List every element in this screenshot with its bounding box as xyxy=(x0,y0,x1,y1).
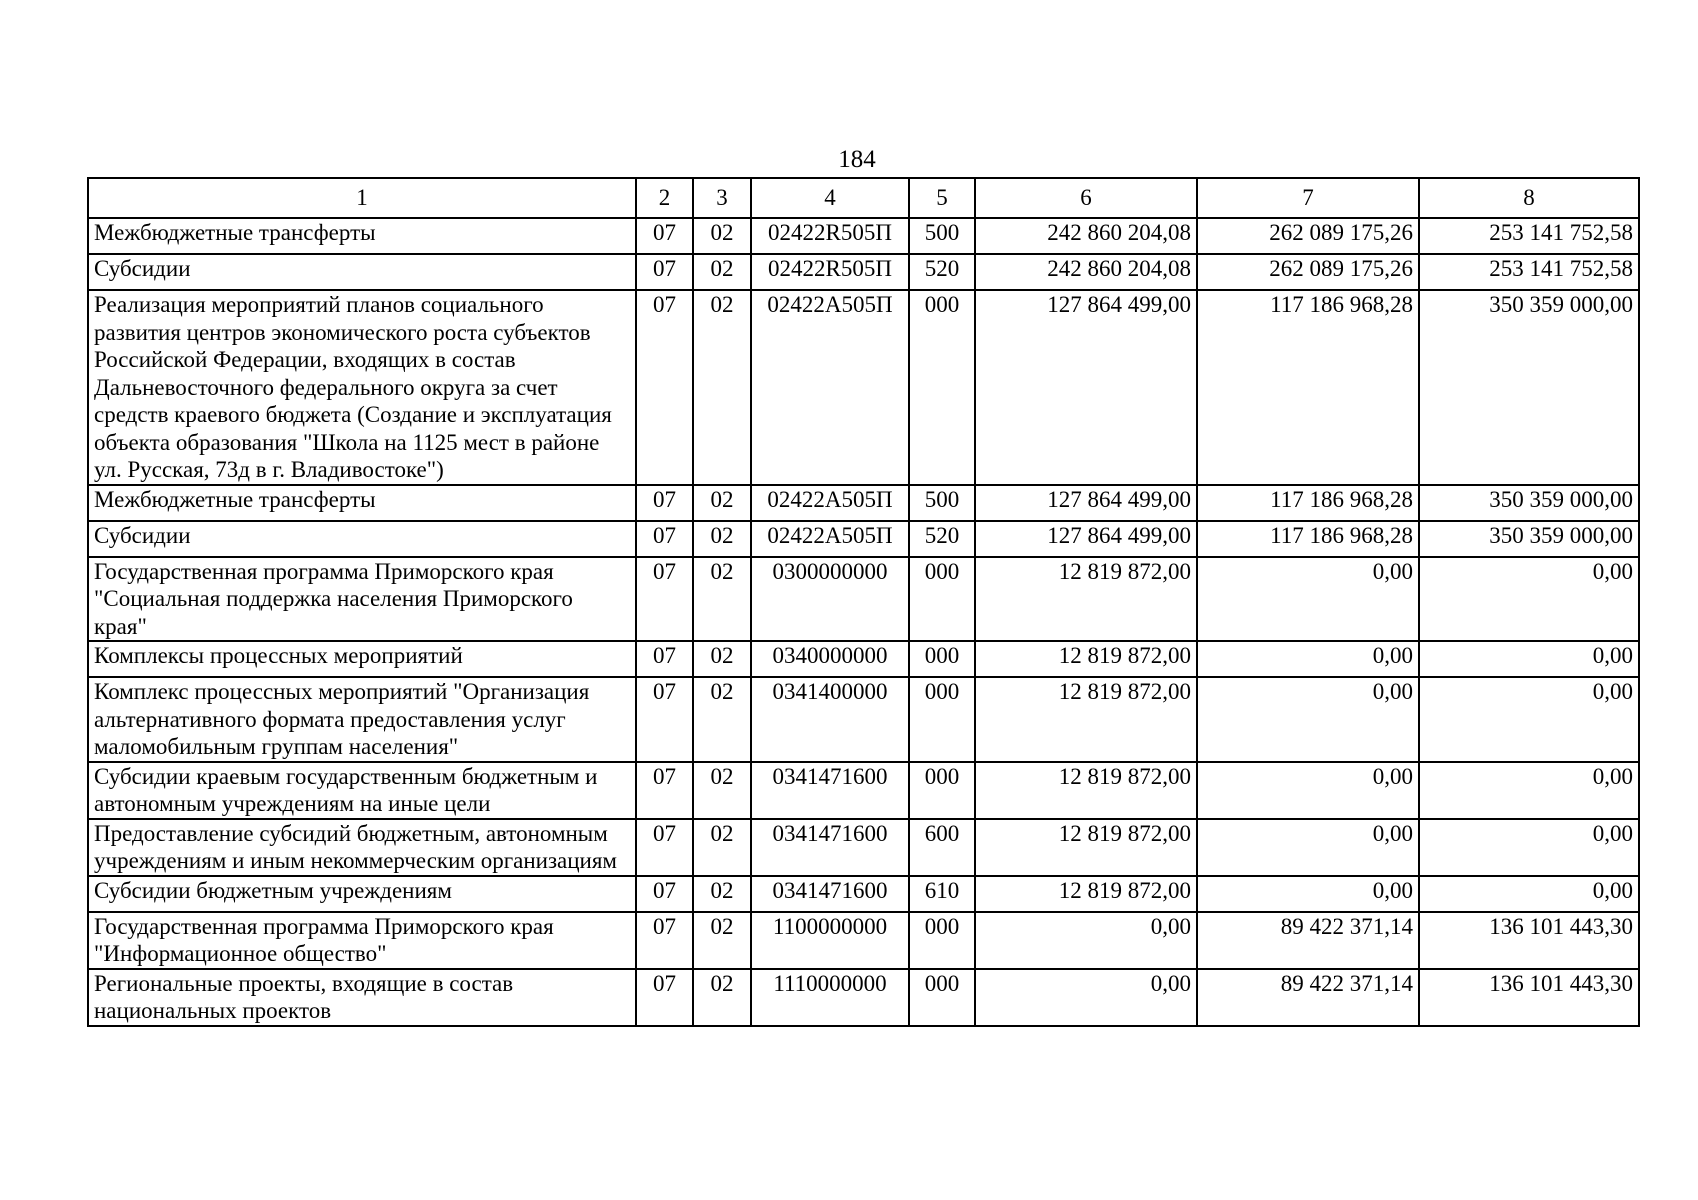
table-row xyxy=(88,762,1639,819)
target-article-cell: 02422R505П xyxy=(751,218,909,254)
table-row xyxy=(88,218,1639,254)
subsection-code-cell: 02 xyxy=(693,641,751,677)
amount-cell: 0,00 xyxy=(1197,819,1419,876)
amount-cell: 89 422 371,14 xyxy=(1197,969,1419,1026)
expense-type-cell: 000 xyxy=(909,912,975,969)
row-name-cell: Субсидии краевым государственным бюджетным и автономным учреждениям на иные цели xyxy=(88,762,636,819)
amount-cell: 242 860 204,08 xyxy=(975,218,1197,254)
amount-cell: 117 186 968,28 xyxy=(1197,485,1419,521)
section-code-cell: 07 xyxy=(636,641,693,677)
expense-type-cell: 500 xyxy=(909,485,975,521)
amount-cell: 242 860 204,08 xyxy=(975,254,1197,290)
target-article-cell: 02422А505П xyxy=(751,521,909,557)
amount-cell: 0,00 xyxy=(1419,876,1639,912)
expense-type-cell: 610 xyxy=(909,876,975,912)
expense-type-cell: 000 xyxy=(909,677,975,762)
column-header: 3 xyxy=(693,178,751,218)
amount-cell: 136 101 443,30 xyxy=(1419,969,1639,1026)
expense-type-cell: 000 xyxy=(909,290,975,485)
amount-cell: 117 186 968,28 xyxy=(1197,521,1419,557)
row-name-cell: Реализация мероприятий планов социального развития центров экономического роста субъектов Российской Федерации, входящих в состав Дальневосточного федерального округа за счет средств краевого бюджета (Создание и эксплуатация объекта образования "Школа на 1125 мест в районе ул. Русская, 73д в г. Владивостоке") xyxy=(88,290,636,485)
table-row xyxy=(88,557,1639,642)
row-name-cell: Межбюджетные трансферты xyxy=(88,485,636,521)
target-article-cell: 0341471600 xyxy=(751,876,909,912)
amount-cell: 0,00 xyxy=(1197,557,1419,642)
target-article-cell: 1100000000 xyxy=(751,912,909,969)
expense-type-cell: 000 xyxy=(909,762,975,819)
expense-type-cell: 520 xyxy=(909,521,975,557)
section-code-cell: 07 xyxy=(636,485,693,521)
amount-cell: 0,00 xyxy=(975,912,1197,969)
expense-type-cell: 000 xyxy=(909,557,975,642)
expense-type-cell: 520 xyxy=(909,254,975,290)
table-row xyxy=(88,485,1639,521)
amount-cell: 253 141 752,58 xyxy=(1419,254,1639,290)
target-article-cell: 0341400000 xyxy=(751,677,909,762)
expense-type-cell: 600 xyxy=(909,819,975,876)
section-code-cell: 07 xyxy=(636,218,693,254)
row-name-cell: Субсидии xyxy=(88,521,636,557)
amount-cell: 12 819 872,00 xyxy=(975,557,1197,642)
subsection-code-cell: 02 xyxy=(693,485,751,521)
target-article-cell: 0300000000 xyxy=(751,557,909,642)
row-name-cell: Субсидии xyxy=(88,254,636,290)
amount-cell: 127 864 499,00 xyxy=(975,485,1197,521)
table-row xyxy=(88,677,1639,762)
amount-cell: 350 359 000,00 xyxy=(1419,290,1639,485)
target-article-cell: 02422А505П xyxy=(751,485,909,521)
column-header: 1 xyxy=(88,178,636,218)
expense-type-cell: 000 xyxy=(909,641,975,677)
amount-cell: 0,00 xyxy=(1197,677,1419,762)
amount-cell: 127 864 499,00 xyxy=(975,521,1197,557)
page-number: 184 xyxy=(838,146,876,173)
row-name-cell: Субсидии бюджетным учреждениям xyxy=(88,876,636,912)
row-name-cell: Государственная программа Приморского края "Социальная поддержка населения Приморского края" xyxy=(88,557,636,642)
row-name-cell: Комплексы процессных мероприятий xyxy=(88,641,636,677)
column-header: 5 xyxy=(909,178,975,218)
amount-cell: 0,00 xyxy=(975,969,1197,1026)
table-row xyxy=(88,819,1639,876)
row-name-cell: Региональные проекты, входящие в состав национальных проектов xyxy=(88,969,636,1026)
table-row xyxy=(88,969,1639,1026)
row-name-cell: Межбюджетные трансферты xyxy=(88,218,636,254)
amount-cell: 0,00 xyxy=(1197,762,1419,819)
subsection-code-cell: 02 xyxy=(693,876,751,912)
amount-cell: 0,00 xyxy=(1197,641,1419,677)
table-row xyxy=(88,290,1639,485)
column-header: 7 xyxy=(1197,178,1419,218)
amount-cell: 12 819 872,00 xyxy=(975,762,1197,819)
table-row xyxy=(88,521,1639,557)
subsection-code-cell: 02 xyxy=(693,677,751,762)
subsection-code-cell: 02 xyxy=(693,557,751,642)
amount-cell: 136 101 443,30 xyxy=(1419,912,1639,969)
table-row xyxy=(88,912,1639,969)
amount-cell: 89 422 371,14 xyxy=(1197,912,1419,969)
budget-table xyxy=(87,177,1640,1027)
amount-cell: 0,00 xyxy=(1197,876,1419,912)
subsection-code-cell: 02 xyxy=(693,290,751,485)
section-code-cell: 07 xyxy=(636,677,693,762)
amount-cell: 262 089 175,26 xyxy=(1197,254,1419,290)
amount-cell: 0,00 xyxy=(1419,677,1639,762)
amount-cell: 0,00 xyxy=(1419,762,1639,819)
amount-cell: 350 359 000,00 xyxy=(1419,485,1639,521)
row-name-cell: Комплекс процессных мероприятий "Организация альтернативного формата предоставления услуг маломобильным группам населения" xyxy=(88,677,636,762)
subsection-code-cell: 02 xyxy=(693,969,751,1026)
amount-cell: 12 819 872,00 xyxy=(975,819,1197,876)
section-code-cell: 07 xyxy=(636,762,693,819)
table-row xyxy=(88,876,1639,912)
subsection-code-cell: 02 xyxy=(693,254,751,290)
expense-type-cell: 500 xyxy=(909,218,975,254)
amount-cell: 127 864 499,00 xyxy=(975,290,1197,485)
header-row xyxy=(88,178,1639,218)
section-code-cell: 07 xyxy=(636,969,693,1026)
column-header: 2 xyxy=(636,178,693,218)
amount-cell: 0,00 xyxy=(1419,641,1639,677)
column-header: 6 xyxy=(975,178,1197,218)
row-name-cell: Государственная программа Приморского края "Информационное общество" xyxy=(88,912,636,969)
subsection-code-cell: 02 xyxy=(693,819,751,876)
section-code-cell: 07 xyxy=(636,912,693,969)
section-code-cell: 07 xyxy=(636,819,693,876)
table-row xyxy=(88,641,1639,677)
subsection-code-cell: 02 xyxy=(693,912,751,969)
column-header: 8 xyxy=(1419,178,1639,218)
amount-cell: 117 186 968,28 xyxy=(1197,290,1419,485)
subsection-code-cell: 02 xyxy=(693,218,751,254)
amount-cell: 0,00 xyxy=(1419,557,1639,642)
subsection-code-cell: 02 xyxy=(693,521,751,557)
column-header: 4 xyxy=(751,178,909,218)
amount-cell: 350 359 000,00 xyxy=(1419,521,1639,557)
amount-cell: 262 089 175,26 xyxy=(1197,218,1419,254)
amount-cell: 12 819 872,00 xyxy=(975,641,1197,677)
subsection-code-cell: 02 xyxy=(693,762,751,819)
table-row xyxy=(88,254,1639,290)
target-article-cell: 0341471600 xyxy=(751,819,909,876)
amount-cell: 253 141 752,58 xyxy=(1419,218,1639,254)
target-article-cell: 02422А505П xyxy=(751,290,909,485)
target-article-cell: 1110000000 xyxy=(751,969,909,1026)
amount-cell: 0,00 xyxy=(1419,819,1639,876)
section-code-cell: 07 xyxy=(636,521,693,557)
amount-cell: 12 819 872,00 xyxy=(975,677,1197,762)
section-code-cell: 07 xyxy=(636,290,693,485)
target-article-cell: 0341471600 xyxy=(751,762,909,819)
target-article-cell: 02422R505П xyxy=(751,254,909,290)
amount-cell: 12 819 872,00 xyxy=(975,876,1197,912)
section-code-cell: 07 xyxy=(636,254,693,290)
section-code-cell: 07 xyxy=(636,876,693,912)
section-code-cell: 07 xyxy=(636,557,693,642)
target-article-cell: 0340000000 xyxy=(751,641,909,677)
row-name-cell: Предоставление субсидий бюджетным, автономным учреждениям и иным некоммерческим организациям xyxy=(88,819,636,876)
expense-type-cell: 000 xyxy=(909,969,975,1026)
